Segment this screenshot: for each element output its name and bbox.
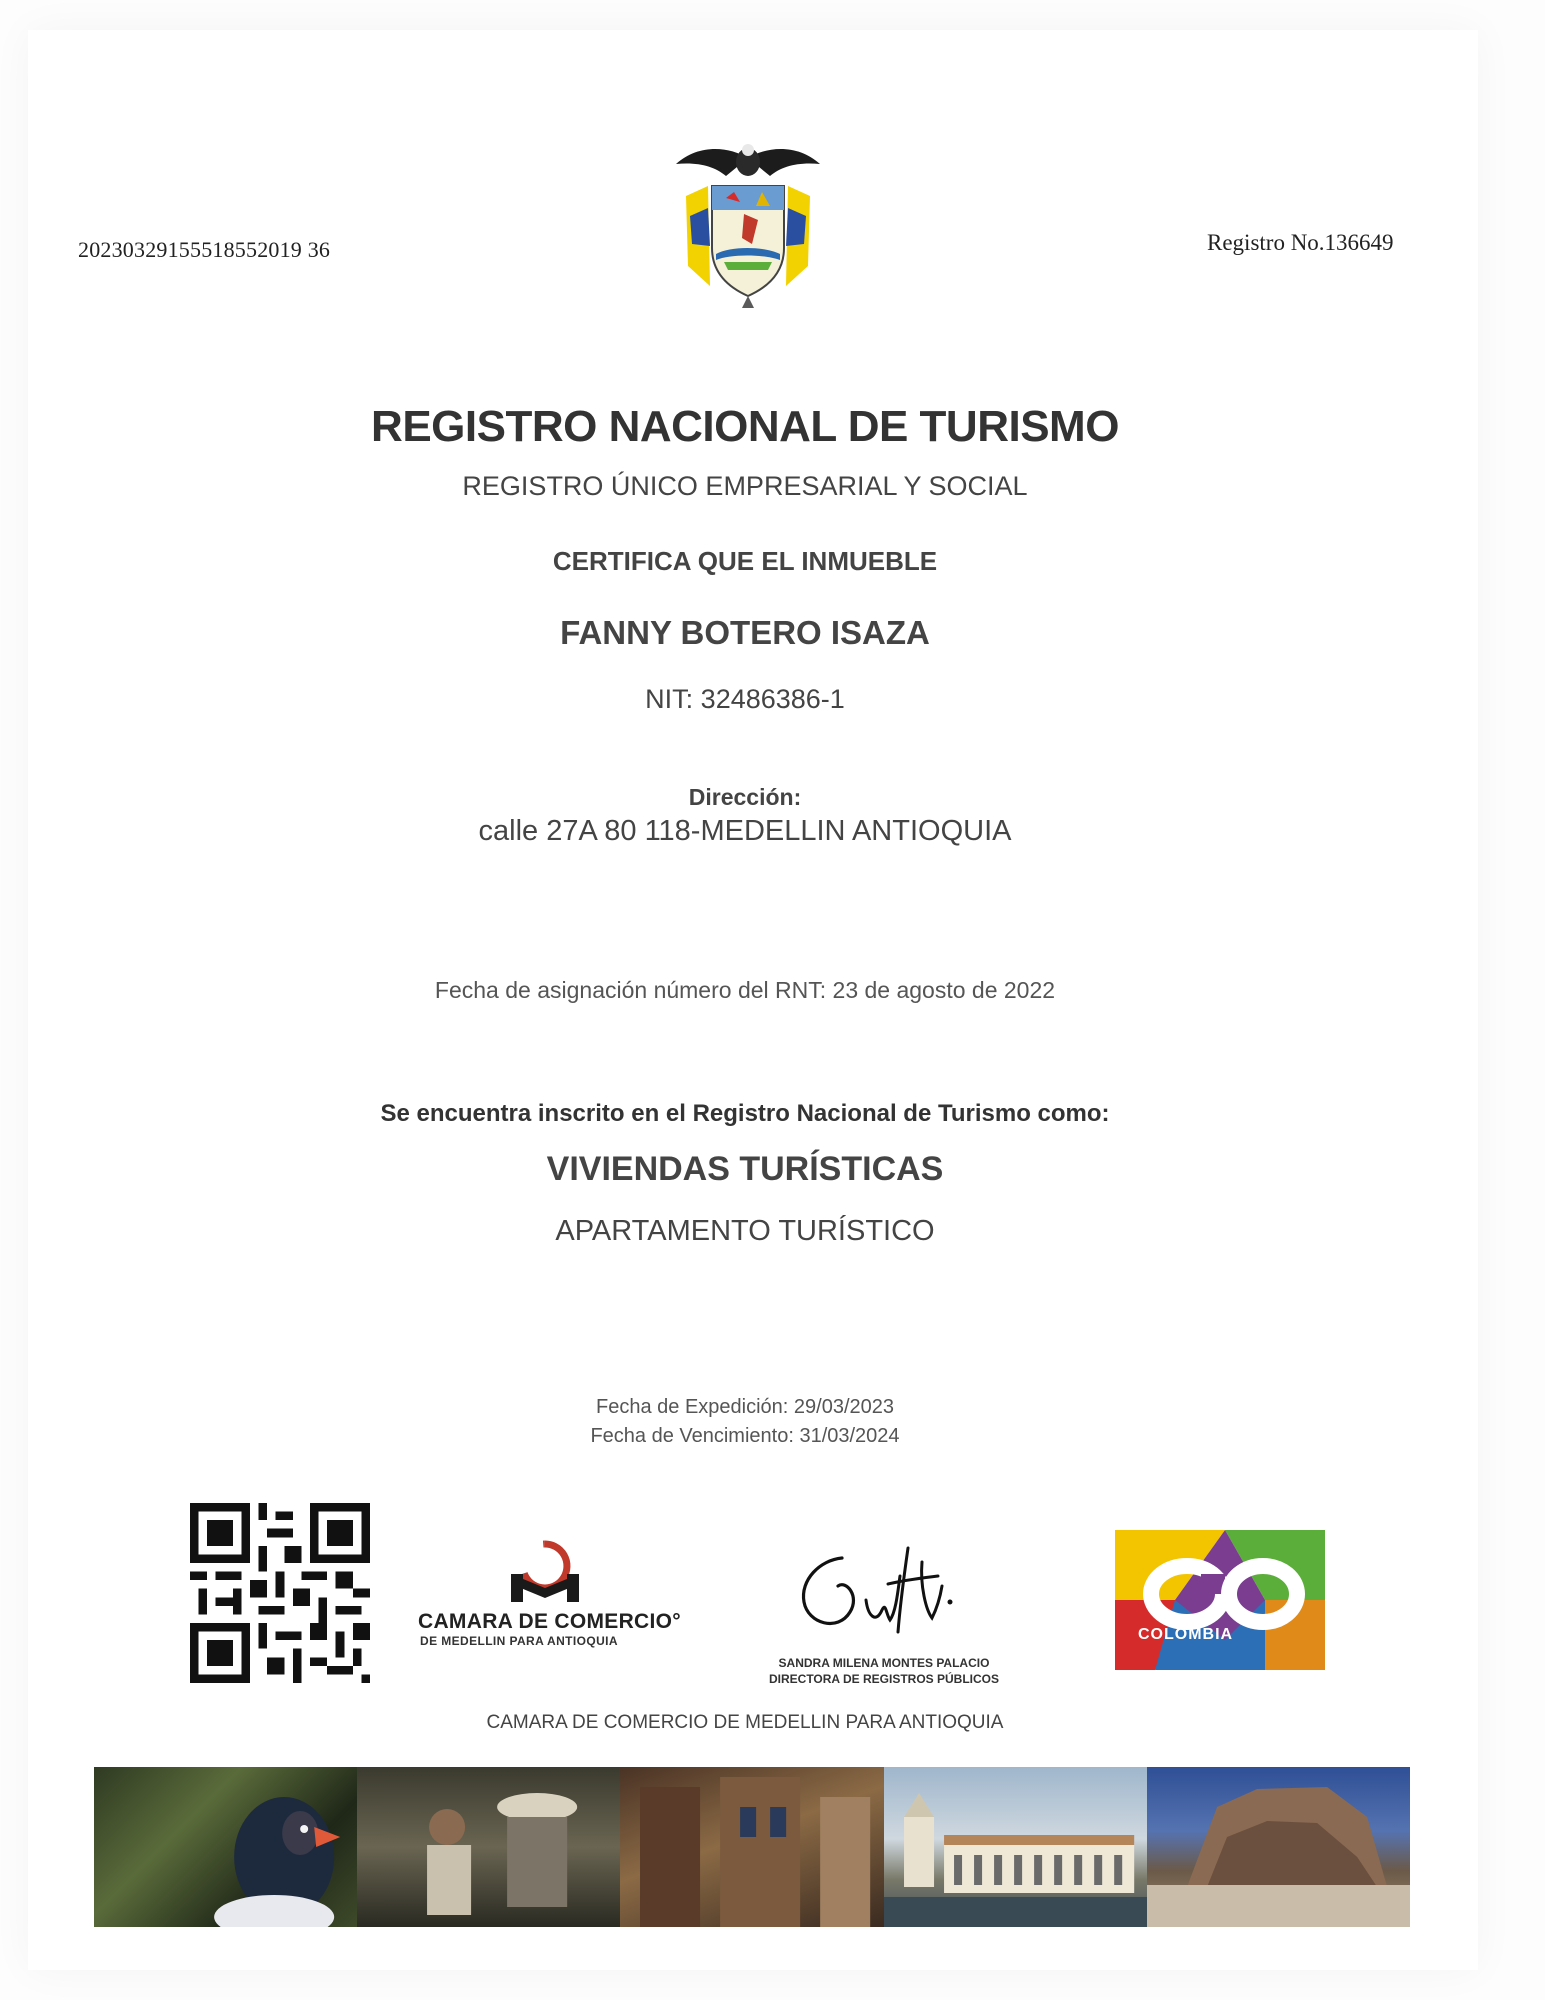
- page-subtitle: REGISTRO ÚNICO EMPRESARIAL Y SOCIAL: [462, 471, 1028, 501]
- address-value: calle 27A 80 118-MEDELLIN ANTIOQUIA: [478, 815, 1012, 847]
- qr-code-icon[interactable]: [190, 1503, 370, 1683]
- page-title: REGISTRO NACIONAL DE TURISMO: [371, 402, 1119, 451]
- photo-colonial-street: [620, 1767, 883, 1927]
- photo-church-building: [884, 1767, 1147, 1927]
- issue-date: Fecha de Expedición: 29/03/2023: [596, 1396, 894, 1418]
- photo-people: [357, 1767, 620, 1927]
- camara-subname: DE MEDELLIN PARA ANTIOQUIA: [420, 1634, 618, 1648]
- registro-number: Registro No.136649: [1207, 230, 1394, 255]
- assignment-date: Fecha de asignación número del RNT: 23 de agosto de 2022: [434, 977, 1056, 1003]
- colombia-logo-label: COLOMBIA: [1138, 1626, 1234, 1643]
- document-code: 20230329155518552019 36: [78, 237, 331, 262]
- camara-name: CAMARA DE COMERCIO°: [418, 1610, 681, 1633]
- colombia-coat-of-arms-icon: [668, 136, 828, 308]
- holder-nit: NIT: 32486386-1: [645, 684, 845, 714]
- holder-name: FANNY BOTERO ISAZA: [560, 614, 930, 651]
- footer-issuer: CAMARA DE COMERCIO DE MEDELLIN PARA ANTIOQUIA: [486, 1712, 1004, 1733]
- colombia-brand-logo-icon: [1115, 1530, 1325, 1670]
- subcategory: APARTAMENTO TURÍSTICO: [555, 1215, 935, 1247]
- registered-as-heading: Se encuentra inscrito en el Registro Nacional de Turismo como:: [380, 1100, 1110, 1127]
- signature-image: [780, 1540, 1000, 1650]
- certifica-heading: CERTIFICA QUE EL INMUEBLE: [552, 546, 938, 576]
- expiry-date: Fecha de Vencimiento: 31/03/2024: [590, 1425, 900, 1447]
- camara-de-comercio-logo-icon: [505, 1540, 585, 1604]
- photo-rock-landscape: [1147, 1767, 1410, 1927]
- signer-name: SANDRA MILENA MONTES PALACIO: [778, 1656, 990, 1670]
- tourism-photo-strip: [94, 1767, 1410, 1927]
- address-label: Dirección:: [688, 784, 802, 810]
- category: VIVIENDAS TURÍSTICAS: [546, 1150, 944, 1188]
- photo-forest-condor: [94, 1767, 357, 1927]
- signer-title: DIRECTORA DE REGISTROS PÚBLICOS: [768, 1672, 1000, 1686]
